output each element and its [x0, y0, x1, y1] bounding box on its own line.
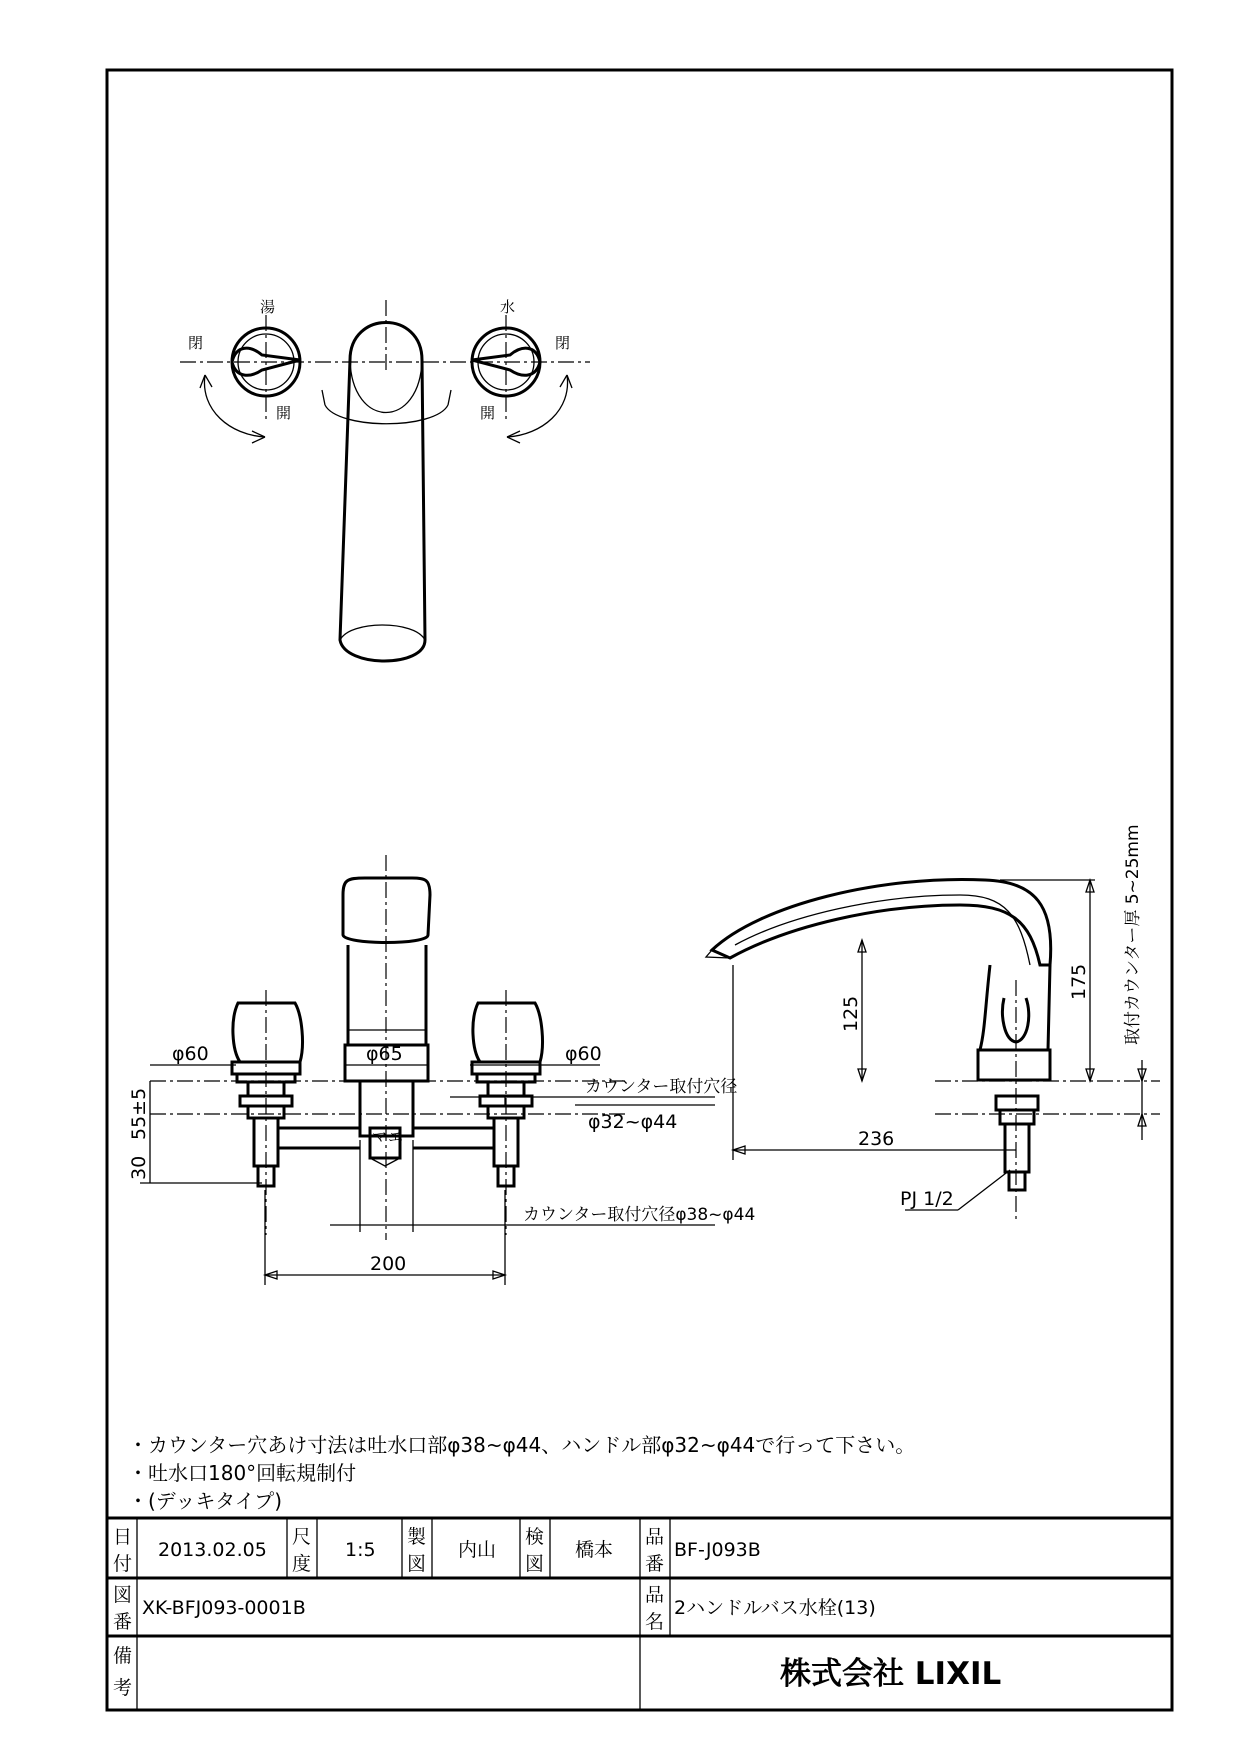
dim-30: 30 [128, 1155, 150, 1180]
scale-value: 1:5 [345, 1539, 376, 1561]
date-value: 2013.02.05 [158, 1539, 267, 1561]
hole-handle-label: カウンター取付穴径 [585, 1077, 738, 1097]
dim-200: 200 [370, 1253, 407, 1275]
cold-close-label: 閉 [555, 334, 571, 352]
cold-rotation-arrow [507, 375, 568, 437]
dim-236: 236 [858, 1128, 895, 1150]
pj-label: PJ 1/2 [900, 1188, 954, 1210]
date-header-2: 付 [113, 1553, 133, 1575]
dim-175: 175 [1068, 963, 1090, 1000]
hot-label: 湯 [260, 298, 276, 316]
drawn-header-2: 図 [407, 1553, 427, 1575]
counter-thickness-label: 取付カウンター厚 5~25mm [1123, 824, 1143, 1045]
dim-handle-dia-left: φ60 [172, 1043, 209, 1065]
scale-header-1: 尺 [292, 1526, 312, 1548]
dim-55: 55±5 [128, 1087, 150, 1140]
remarks-header-2: 考 [113, 1677, 133, 1699]
spout-side [712, 879, 1051, 965]
hot-rotation-arrow [204, 375, 265, 437]
hot-handle-front [232, 1003, 302, 1186]
company-name: 株式会社 LIXIL [780, 1656, 1002, 1692]
side-view [706, 824, 1160, 1220]
dim-125: 125 [840, 995, 862, 1032]
product-no-header-2: 番 [645, 1553, 665, 1575]
drawing-no-value: XK-BFJ093-0001B [142, 1597, 306, 1619]
hole-handle-value: φ32~φ44 [588, 1111, 678, 1133]
hot-open-label: 開 [276, 404, 292, 422]
scale-header-2: 度 [292, 1553, 312, 1575]
front-view [128, 855, 755, 1285]
notes [128, 1433, 915, 1513]
product-name-header-1: 品 [645, 1584, 665, 1606]
hole-spout-label: カウンター取付穴径φ38~φ44 [523, 1205, 756, 1225]
note-3: ・(デッキタイプ) [128, 1489, 283, 1513]
remarks-header-1: 備 [113, 1645, 133, 1667]
drawing-no-header-1: 図 [113, 1584, 133, 1606]
product-no-value: BF-J093B [674, 1539, 761, 1561]
note-2: ・吐水口180°回転規制付 [128, 1461, 357, 1485]
drawn-value: 内山 [458, 1539, 497, 1561]
title-block [107, 1518, 1172, 1710]
check-header-2: 図 [525, 1553, 545, 1575]
mark-m: マ [372, 1128, 388, 1146]
checked-value: 橋本 [575, 1539, 614, 1561]
cold-handle-front [472, 1003, 542, 1186]
drawn-header-1: 製 [407, 1526, 427, 1548]
cold-label: 水 [500, 298, 516, 316]
dim-handle-dia-right: φ60 [565, 1043, 602, 1065]
dim-spout-dia: φ65 [366, 1043, 403, 1065]
hot-close-label: 閉 [188, 334, 204, 352]
cold-open-label: 開 [480, 404, 496, 422]
top-view [180, 298, 590, 661]
note-1: ・カウンター穴あけ寸法は吐水口部φ38~φ44、ハンドル部φ32~φ44で行って下さい。 [128, 1433, 916, 1457]
check-header-1: 検 [525, 1526, 545, 1548]
drawing-no-header-2: 番 [113, 1611, 133, 1633]
date-header-1: 日 [113, 1526, 133, 1548]
mark-i: エ [388, 1128, 404, 1146]
product-name-header-2: 名 [645, 1611, 665, 1633]
product-name-value: 2ハンドルバス水栓(13) [674, 1597, 876, 1619]
spout-top-outline [340, 323, 425, 662]
product-no-header-1: 品 [645, 1526, 665, 1548]
